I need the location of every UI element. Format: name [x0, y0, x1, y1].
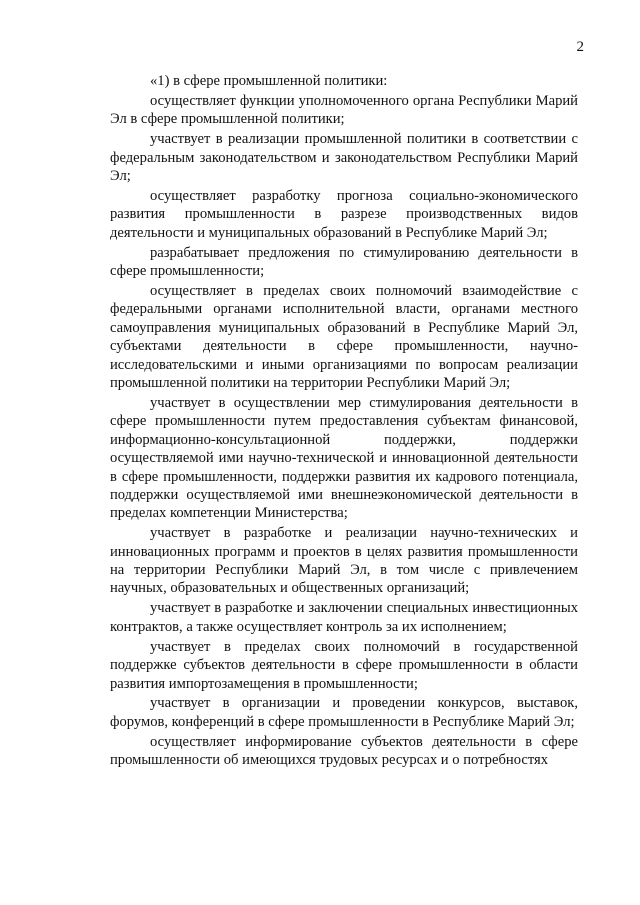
paragraph-4: осуществляет разработку прогноза социально-экономического развития промышленности в разрезе производственных видов деятельности и муниципальных образований в Республике Марий Эл; — [110, 187, 578, 241]
paragraph-12: осуществляет информирование субъектов деятельности в сфере промышленности об имеющихся трудовых ресурсах и о потребностях — [110, 733, 578, 769]
paragraph-1: «1) в сфере промышленной политики: — [150, 73, 388, 89]
paragraph-9: участвует в разработке и заключении специальных инвестиционных контрактов, а также осуществляет контроль за их исполнением; — [110, 600, 578, 635]
paragraph-11: участвует в организации и проведении конкурсов, выставок, форумов, конференций в сфере промышленности в Республике Марий Эл; — [110, 695, 578, 730]
paragraph-8: участвует в разработке и реализации научно-технических и инновационных программ и проектов в целях развития промышленности на территории Республики Марий Эл, в том числе с привлечением научных, образовательных и общественных организаций; — [110, 525, 578, 597]
paragraph-6: осуществляет в пределах своих полномочий взаимодействие с федеральными органами исполнительной власти, органами местного самоуправления муниципальных образований в Республике Марий Эл, субъектами деятельности в сфере промышленности, научно-исследовательскими и иными организациями по вопросам реализации промышленной политики на территории Республики Марий Эл; — [110, 282, 578, 391]
paragraph-10: участвует в пределах своих полномочий в государственной поддержке субъектов деятельности в сфере промышленности в области развития импортозамещения в промышленности; — [110, 638, 578, 692]
document-body — [110, 72, 578, 771]
paragraph-7: участвует в осуществлении мер стимулирования деятельности в сфере промышленности путем предоставления субъектам финансовой, информационно-консультационной поддержки, поддержки осуществляемой ими научно-технической и инновационной деятельности в сфере промышленности, поддержки развития их кадрового потенциала, поддержки осуществляемой ими внешнеэкономической деятельности в пределах компетенции Министерства; — [110, 394, 578, 522]
paragraph-3: участвует в реализации промышленной политики в соответствии с федеральным законодательством и законодательством Республики Марий Эл; — [110, 131, 578, 185]
paragraph-2: осуществляет функции уполномоченного органа Республики Марий Эл в сфере промышленной политики; — [110, 92, 578, 128]
paragraph-5: разрабатывает предложения по стимулированию деятельности в сфере промышленности; — [110, 244, 578, 280]
page-number: 2 — [576, 39, 584, 55]
